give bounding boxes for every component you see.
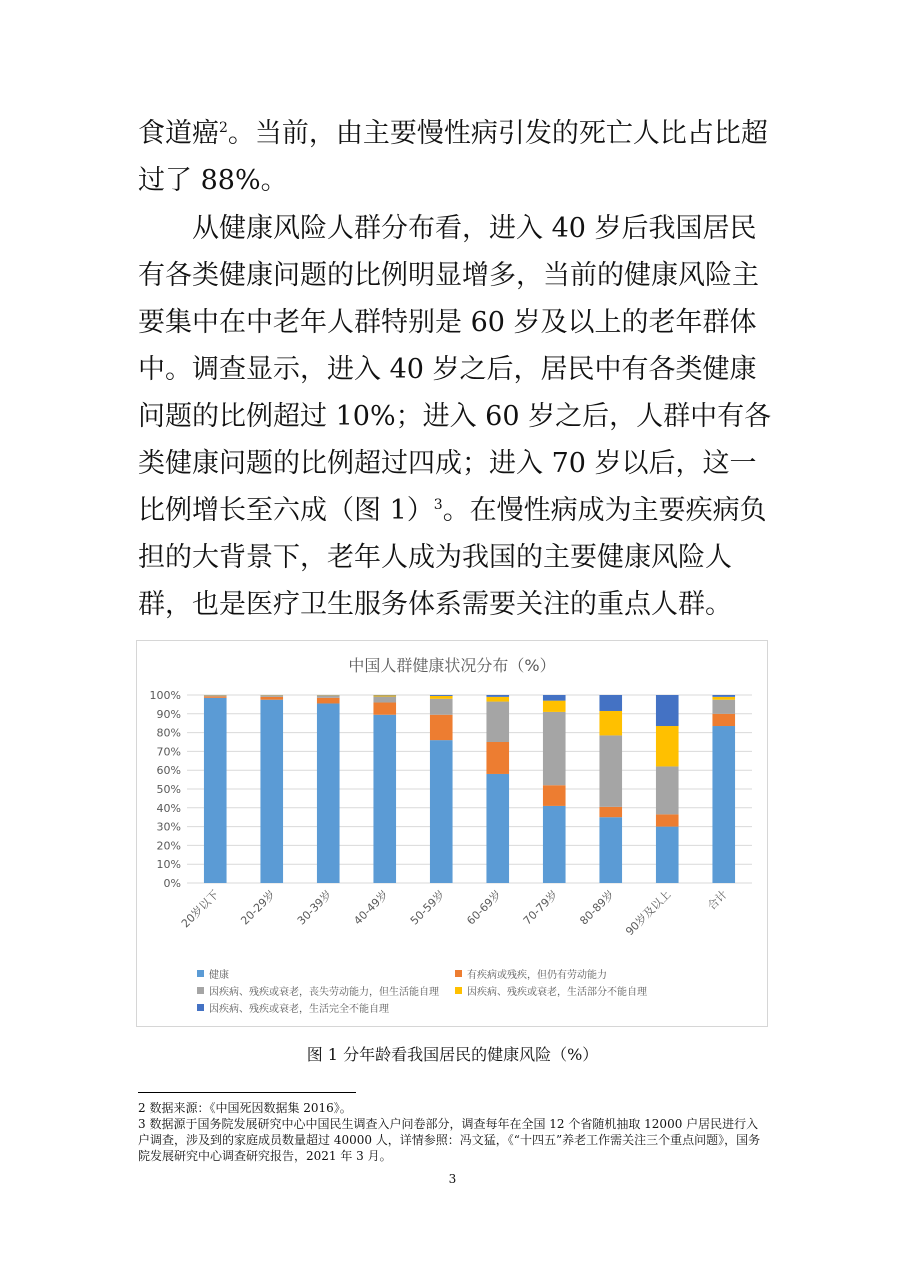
bar-segment xyxy=(373,697,396,703)
footnote-ref-2[interactable]: 2 xyxy=(219,120,228,136)
x-tick-label: 70-79岁 xyxy=(520,887,561,928)
legend-swatch xyxy=(197,970,204,977)
x-tick-label: 20-29岁 xyxy=(238,887,278,928)
x-tick-label: 30-39岁 xyxy=(294,887,335,928)
bar-segment xyxy=(317,696,340,698)
bar-segment xyxy=(712,714,735,726)
bar-segment xyxy=(543,712,566,785)
bar-segment xyxy=(712,726,735,883)
y-tick-label: 90% xyxy=(156,707,181,721)
chart-title: 中国人群健康状况分布（%） xyxy=(348,656,556,675)
p1-rest: 。当前，由主要慢性病引发的死亡人比占比超过了 88%。 xyxy=(138,118,768,196)
bar-segment xyxy=(599,695,622,711)
bar-segment xyxy=(373,703,396,715)
legend-item xyxy=(455,966,607,981)
bar-segment xyxy=(656,814,679,826)
bar-segment xyxy=(599,711,622,735)
body-paragraph-2 xyxy=(138,205,778,628)
bar-segment xyxy=(712,700,735,714)
bar-segment xyxy=(656,766,679,814)
p1-text: 食道癌 xyxy=(138,118,219,149)
bar-segment xyxy=(543,806,566,883)
legend-label: 因疾病、残疾或衰老，生活完全不能自理 xyxy=(209,1004,389,1015)
x-tick-label: 60-69岁 xyxy=(464,887,504,928)
legend-item xyxy=(197,966,229,981)
footnote-rule xyxy=(138,1092,356,1093)
legend-item xyxy=(455,983,647,998)
bar-segment xyxy=(430,740,453,883)
y-tick-label: 0% xyxy=(163,877,181,890)
bar-segment xyxy=(486,702,509,742)
chart-container xyxy=(136,640,768,1027)
bar-segment xyxy=(430,715,453,740)
stacked-bar-chart xyxy=(137,641,767,1026)
bar-segment xyxy=(486,742,509,774)
bar-segment xyxy=(599,807,622,817)
legend-label: 有疾病或残疾，但仍有劳动能力 xyxy=(467,970,607,981)
bar-segment xyxy=(712,697,735,700)
bar-segment xyxy=(204,696,227,697)
bar-segment xyxy=(599,817,622,883)
y-tick-label: 50% xyxy=(156,783,181,796)
y-tick-label: 40% xyxy=(156,801,181,815)
bar-segment xyxy=(486,697,509,702)
body-paragraph-1 xyxy=(138,110,778,204)
footnotes xyxy=(138,1100,770,1164)
y-tick-label: 20% xyxy=(156,839,181,853)
y-tick-label: 100% xyxy=(149,689,181,702)
legend-item xyxy=(197,983,439,998)
bar-segment xyxy=(430,696,453,699)
bar-segment xyxy=(317,703,340,883)
footnote-ref-3[interactable]: 3 xyxy=(433,497,443,513)
legend-label: 因疾病、残疾或衰老，丧失劳动能力，但生活能自理 xyxy=(209,987,439,998)
x-tick-label: 90岁及以上 xyxy=(623,887,674,939)
bar-segment xyxy=(486,695,509,697)
y-tick-label: 80% xyxy=(156,726,181,740)
bar-segment xyxy=(543,701,566,712)
x-tick-label: 80-89岁 xyxy=(577,887,617,928)
bar-segment xyxy=(543,785,566,806)
bar-segment xyxy=(430,695,453,696)
legend-swatch xyxy=(455,987,462,994)
bar-segment xyxy=(543,695,566,701)
bar-segment xyxy=(260,700,283,883)
bar-segment xyxy=(260,696,283,697)
x-tick-label: 20岁以下 xyxy=(178,887,222,931)
bar-segment xyxy=(317,698,340,704)
bar-segment xyxy=(656,695,679,726)
y-tick-label: 70% xyxy=(156,745,181,759)
page-number: 3 xyxy=(448,1172,457,1186)
y-tick-label: 10% xyxy=(156,858,181,872)
legend-swatch xyxy=(197,1004,204,1011)
bar-segment xyxy=(373,695,396,696)
bar-segment xyxy=(656,726,679,766)
x-tick-label: 50-59岁 xyxy=(407,887,448,928)
legend-label: 因疾病、残疾或衰老，生活部分不能自理 xyxy=(467,987,647,998)
y-tick-label: 30% xyxy=(156,820,181,834)
p2-rest: 。在慢性病成为主要疾病负担的大背景下，老年人成为我国的主要健康风险人群，也是医疗卫生服务体系需要关注的重点人群。 xyxy=(138,495,767,620)
bar-segment xyxy=(204,696,227,698)
footnote-3: 3 数据源于国务院发展研究中心中国民生调查入户问卷部分，调查每年在全国 12 个省随机抽取 12000 户居民进行入户调查，涉及到的家庭成员数量超过 40000 人，详情参照：冯文猛，《“十四五”养老工作需关注三个重点问题》，国务院发展研究中心调查研究报告，2021 年 3 月。 xyxy=(138,1117,761,1163)
bar-segment xyxy=(204,698,227,883)
footnote-2: 2 数据来源：《中国死因数据集 2016》。 xyxy=(138,1101,352,1115)
legend-item xyxy=(197,1000,389,1015)
legend-swatch xyxy=(455,970,462,977)
bar-segment xyxy=(712,695,735,697)
legend-swatch xyxy=(197,987,204,994)
figure-caption: 图 1 分年龄看我国居民的健康风险（%） xyxy=(306,1045,599,1064)
bar-segment xyxy=(656,827,679,883)
bar-segment xyxy=(430,699,453,715)
x-tick-label: 40-49岁 xyxy=(351,887,391,928)
bar-segment xyxy=(486,774,509,883)
x-tick-label: 合计 xyxy=(705,887,730,913)
y-tick-label: 60% xyxy=(156,764,181,778)
bar-segment xyxy=(373,715,396,883)
bar-segment xyxy=(260,697,283,700)
p2-text: 从健康风险人群分布看，进入 40 岁后我国居民有各类健康问题的比例明显增多，当前的健康风险主要集中在中老年人群特别是 60 岁及以上的老年群体中。调查显示，进入 40 岁之后，居民中有各类健康问题的比例超过 10%；进入 60 岁之后，人群中有各类健康问题的比例超过四成；进入 70 岁以后，这一比例增长至六成（图 1） xyxy=(138,213,772,526)
legend-label: 健康 xyxy=(209,970,229,981)
bar-segment xyxy=(599,735,622,806)
